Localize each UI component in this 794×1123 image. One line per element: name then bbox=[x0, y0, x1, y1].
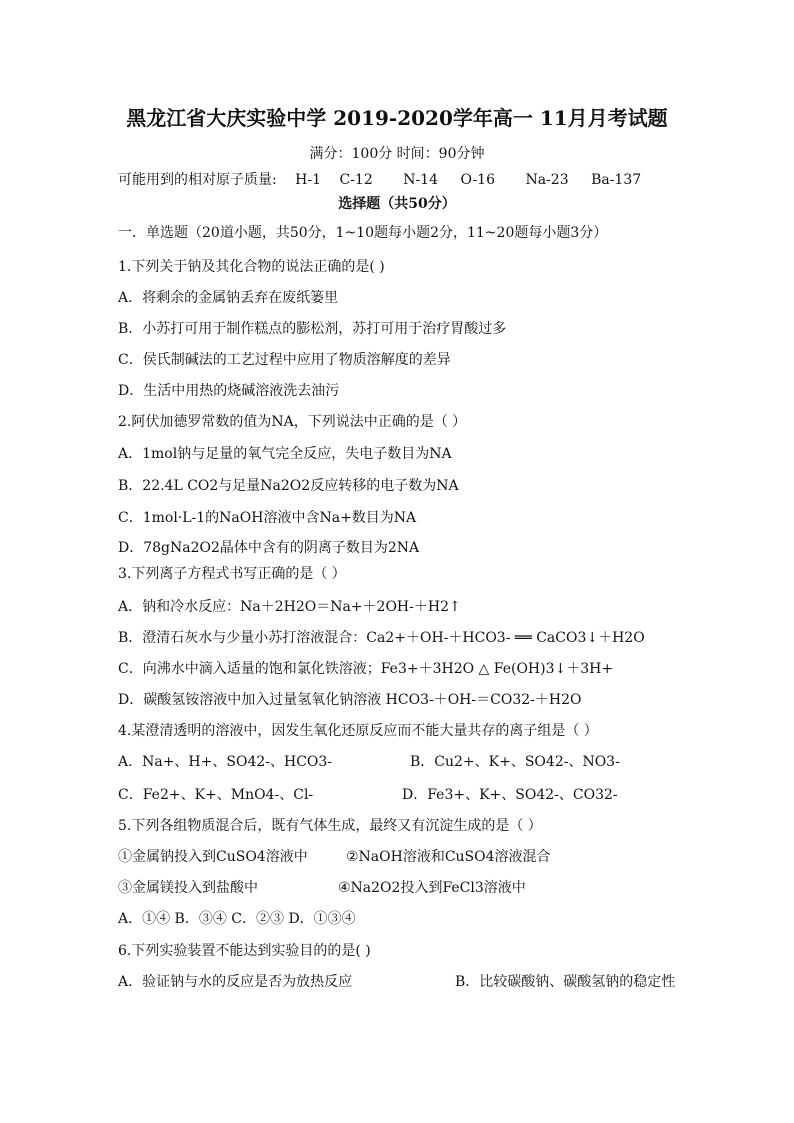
section-heading: 选择题（共50分） bbox=[338, 196, 456, 212]
q5-item-1: ①金属钠投入到CuSO4溶液中 bbox=[118, 849, 308, 865]
exam-info: 满分：100分 时间：90分钟 bbox=[309, 146, 485, 162]
mass-ba: Ba-137 bbox=[591, 172, 642, 188]
q3-option-c: C．向沸水中滴入适量的饱和氯化铁溶液；Fe3+＋3H2O △ Fe(OH)3↓＋3H+ bbox=[118, 661, 614, 677]
mass-n: N-14 bbox=[403, 172, 438, 188]
q2-option-a: A．1mol钠与足量的氧气完全反应，失电子数目为NA bbox=[118, 446, 452, 462]
q6-stem: 6.下列实验装置不能达到实验目的的是( ) bbox=[118, 943, 371, 959]
q2-option-c: C．1mol·L-1的NaOH溶液中含Na+数目为NA bbox=[118, 510, 417, 526]
page-title: 黑龙江省大庆实验中学 2019-2020学年高一 11月月考试题 bbox=[126, 106, 668, 130]
q5-item-4: ④Na2O2投入到FeCl3溶液中 bbox=[338, 880, 526, 896]
q1-option-d: D．生活中用热的烧碱溶液洗去油污 bbox=[118, 383, 340, 399]
mass-o: O-16 bbox=[460, 172, 495, 188]
instructions: 一．单选题（20道小题，共50分，1~10题每小题2分，11~20题每小题3分） bbox=[118, 225, 608, 241]
q5-item-2: ②NaOH溶液和CuSO4溶液混合 bbox=[346, 849, 551, 865]
q4-option-c: C．Fe2+、K+、MnO4-、Cl- bbox=[118, 787, 314, 803]
q2-option-b: B．22.4L CO2与足量Na2O2反应转移的电子数为NA bbox=[118, 478, 459, 494]
q3-option-b: B．澄清石灰水与少量小苏打溶液混合：Ca2+＋OH-＋HCO3- ══ CaCO3↓＋H2O bbox=[118, 630, 645, 646]
q4-option-b: B．Cu2+、K+、SO42-、NO3- bbox=[410, 754, 620, 770]
mass-h: H-1 bbox=[295, 172, 322, 188]
q1-option-a: A．将剩余的金属钠丢弃在废纸篓里 bbox=[118, 290, 339, 306]
masses-label: 可能用到的相对原子质量: bbox=[118, 172, 277, 188]
q4-option-d: D．Fe3+、K+、SO42-、CO32- bbox=[402, 787, 618, 803]
q4-option-a: A．Na+、H+、SO42-、HCO3- bbox=[118, 754, 333, 770]
q1-stem: 1.下列关于钠及其化合物的说法正确的是( ) bbox=[118, 259, 385, 275]
q2-option-d: D．78gNa2O2晶体中含有的阴离子数目为2NA bbox=[118, 540, 420, 556]
q1-option-b: B．小苏打可用于制作糕点的膨松剂，苏打可用于治疗胃酸过多 bbox=[118, 321, 507, 337]
q2-stem: 2.阿伏加德罗常数的值为NA，下列说法中正确的是（ ） bbox=[118, 414, 467, 430]
mass-c: C-12 bbox=[339, 172, 373, 188]
q6-option-a: A．验证钠与水的反应是否为放热反应 bbox=[118, 974, 353, 990]
q6-option-b: B．比较碳酸钠、碳酸氢钠的稳定性 bbox=[455, 974, 676, 990]
atomic-masses bbox=[118, 171, 641, 189]
q1-option-c: C．侯氏制碱法的工艺过程中应用了物质溶解度的差异 bbox=[118, 352, 451, 368]
q5-options: A．①④ B．③④ C．②③ D．①③④ bbox=[118, 911, 356, 927]
q5-item-3: ③金属镁投入到盐酸中 bbox=[118, 880, 258, 896]
q4-stem: 4.某澄清透明的溶液中，因发生氧化还原反应而不能大量共存的离子组是（ ） bbox=[118, 723, 598, 739]
mass-na: Na-23 bbox=[525, 172, 569, 188]
q5-stem: 5.下列各组物质混合后，既有气体生成，最终又有沉淀生成的是（ ） bbox=[118, 818, 542, 834]
q3-option-d: D．碳酸氢铵溶液中加入过量氢氧化钠溶液 HCO3-＋OH-＝CO32-＋H2O bbox=[118, 692, 582, 708]
q3-stem: 3.下列离子方程式书写正确的是（ ） bbox=[118, 566, 346, 582]
q3-option-a: A．钠和冷水反应：Na＋2H2O＝Na+＋2OH-＋H2↑ bbox=[118, 599, 461, 615]
